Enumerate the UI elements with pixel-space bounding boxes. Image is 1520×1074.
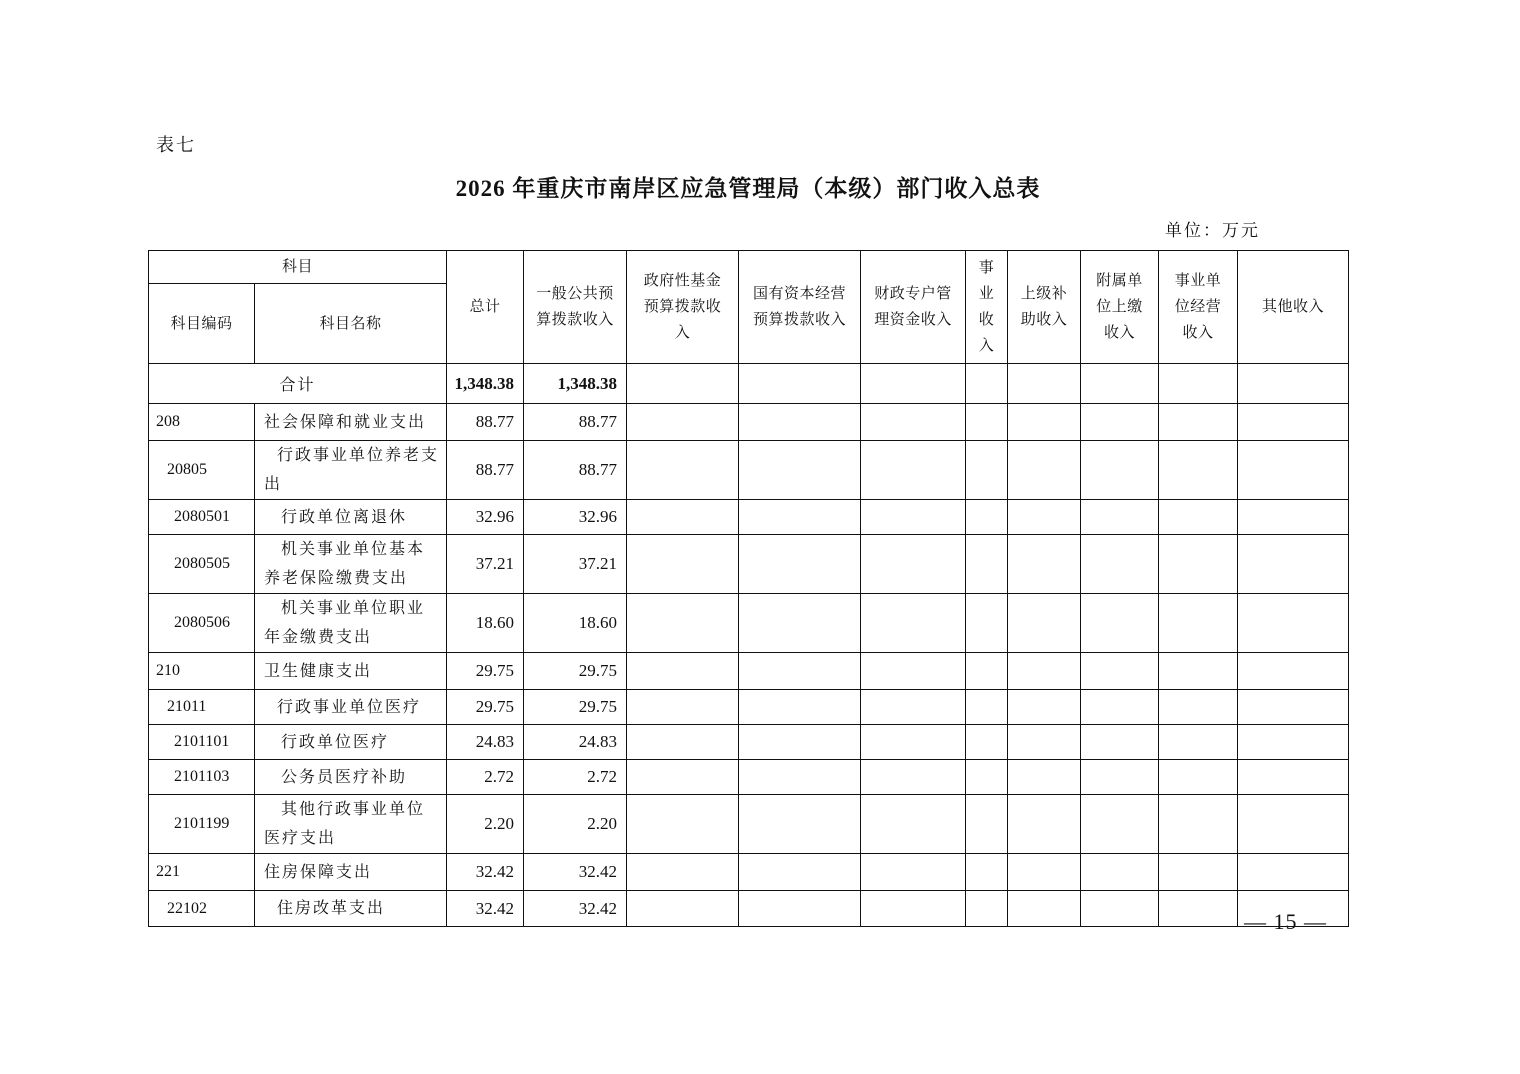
empty-cell (861, 653, 966, 690)
header-col-gov-fund-budget: 政府性基金预算拨款收入 (627, 251, 739, 364)
empty-cell (739, 760, 861, 795)
empty-cell (1159, 594, 1238, 653)
general-public-budget-cell: 88.77 (524, 441, 627, 500)
total-row-general-public-budget: 1,348.38 (524, 364, 627, 404)
subject-code-cell: 208 (149, 404, 255, 441)
total-cell: 2.20 (447, 795, 524, 854)
unit-note: 单位：万元 (1165, 221, 1260, 240)
empty-cell (966, 404, 1008, 441)
subject-name-cell: 机关事业单位职业年金缴费支出 (255, 594, 447, 653)
header-subject-group: 科目 (149, 251, 447, 284)
empty-cell (739, 690, 861, 725)
empty-cell (861, 594, 966, 653)
income-summary-table (148, 250, 1349, 927)
subject-name-cell: 行政单位离退休 (255, 500, 447, 535)
empty-cell (739, 364, 861, 404)
empty-cell (627, 653, 739, 690)
empty-cell (1159, 891, 1238, 927)
total-cell: 32.42 (447, 891, 524, 927)
general-public-budget-cell: 29.75 (524, 690, 627, 725)
general-public-budget-cell: 29.75 (524, 653, 627, 690)
subject-code-cell: 2101199 (149, 795, 255, 854)
empty-cell (1008, 535, 1081, 594)
empty-cell (966, 795, 1008, 854)
empty-cell (627, 760, 739, 795)
header-row-1 (149, 251, 1349, 284)
empty-cell (966, 441, 1008, 500)
empty-cell (1238, 594, 1349, 653)
subject-code-cell: 20805 (149, 441, 255, 500)
total-row-label: 合计 (149, 364, 447, 404)
empty-cell (739, 854, 861, 891)
header-col-superior-subsidy: 上级补助收入 (1008, 251, 1081, 364)
empty-cell (1008, 594, 1081, 653)
subject-name-cell: 行政事业单位医疗 (255, 690, 447, 725)
header-subject-code: 科目编码 (149, 284, 255, 364)
general-public-budget-cell: 18.60 (524, 594, 627, 653)
general-public-budget-cell: 2.20 (524, 795, 627, 854)
subject-name-cell: 住房改革支出 (255, 891, 447, 927)
empty-cell (627, 594, 739, 653)
table-row (149, 441, 1349, 500)
empty-cell (966, 594, 1008, 653)
header-col-total: 总计 (447, 251, 524, 364)
total-cell: 32.96 (447, 500, 524, 535)
empty-cell (861, 535, 966, 594)
empty-cell (627, 690, 739, 725)
empty-cell (1159, 795, 1238, 854)
total-cell: 18.60 (447, 594, 524, 653)
empty-cell (1008, 854, 1081, 891)
empty-cell (1159, 500, 1238, 535)
general-public-budget-cell: 32.96 (524, 500, 627, 535)
empty-cell (861, 795, 966, 854)
empty-cell (1081, 891, 1159, 927)
empty-cell (861, 725, 966, 760)
empty-cell (1008, 404, 1081, 441)
empty-cell (627, 404, 739, 441)
page-title: 2026 年重庆市南岸区应急管理局（本级）部门收入总表 (455, 176, 1041, 201)
empty-cell (739, 725, 861, 760)
empty-cell (966, 725, 1008, 760)
empty-cell (1238, 795, 1349, 854)
empty-cell (966, 653, 1008, 690)
empty-cell (739, 535, 861, 594)
empty-cell (1238, 725, 1349, 760)
subject-name-cell: 卫生健康支出 (255, 653, 447, 690)
table-row (149, 500, 1349, 535)
empty-cell (739, 500, 861, 535)
subject-code-cell: 2101103 (149, 760, 255, 795)
empty-cell (1238, 653, 1349, 690)
empty-cell (627, 854, 739, 891)
header-col-affiliated-unit-remittance: 附属单位上缴收入 (1081, 251, 1159, 364)
empty-cell (861, 364, 966, 404)
subject-name-cell: 其他行政事业单位医疗支出 (255, 795, 447, 854)
total-cell: 88.77 (447, 441, 524, 500)
empty-cell (861, 404, 966, 441)
table-row (149, 535, 1349, 594)
page-number: — 15 — (1244, 909, 1327, 934)
empty-cell (1159, 404, 1238, 441)
empty-cell (1008, 653, 1081, 690)
empty-cell (1238, 690, 1349, 725)
empty-cell (739, 891, 861, 927)
empty-cell (1008, 441, 1081, 500)
subject-code-cell: 22102 (149, 891, 255, 927)
table-label: 表七 (156, 135, 196, 155)
empty-cell (966, 760, 1008, 795)
general-public-budget-cell: 32.42 (524, 854, 627, 891)
empty-cell (966, 854, 1008, 891)
total-cell: 29.75 (447, 653, 524, 690)
empty-cell (627, 441, 739, 500)
table-row (149, 854, 1349, 891)
empty-cell (861, 891, 966, 927)
empty-cell (1081, 404, 1159, 441)
table-row (149, 404, 1349, 441)
empty-cell (1008, 500, 1081, 535)
table-row (149, 891, 1349, 927)
empty-cell (739, 795, 861, 854)
empty-cell (966, 535, 1008, 594)
total-cell: 29.75 (447, 690, 524, 725)
empty-cell (739, 404, 861, 441)
subject-name-cell: 社会保障和就业支出 (255, 404, 447, 441)
empty-cell (1159, 441, 1238, 500)
empty-cell (627, 364, 739, 404)
general-public-budget-cell: 88.77 (524, 404, 627, 441)
empty-cell (627, 795, 739, 854)
empty-cell (1081, 795, 1159, 854)
empty-cell (627, 891, 739, 927)
general-public-budget-cell: 24.83 (524, 725, 627, 760)
total-row-total: 1,348.38 (447, 364, 524, 404)
table-row (149, 725, 1349, 760)
empty-cell (739, 653, 861, 690)
header-subject-name: 科目名称 (255, 284, 447, 364)
empty-cell (966, 690, 1008, 725)
empty-cell (966, 364, 1008, 404)
empty-cell (966, 500, 1008, 535)
subject-code-cell: 2080505 (149, 535, 255, 594)
empty-cell (1081, 653, 1159, 690)
empty-cell (739, 594, 861, 653)
header-col-institution-operating: 事业单位经营收入 (1159, 251, 1238, 364)
general-public-budget-cell: 37.21 (524, 535, 627, 594)
empty-cell (1238, 404, 1349, 441)
empty-cell (739, 441, 861, 500)
total-cell: 2.72 (447, 760, 524, 795)
empty-cell (627, 500, 739, 535)
subject-code-cell: 210 (149, 653, 255, 690)
total-cell: 88.77 (447, 404, 524, 441)
empty-cell (966, 891, 1008, 927)
total-cell: 32.42 (447, 854, 524, 891)
empty-cell (1238, 854, 1349, 891)
empty-cell (1008, 891, 1081, 927)
total-row (149, 364, 1349, 404)
table-row (149, 760, 1349, 795)
empty-cell (1008, 690, 1081, 725)
subject-name-cell: 住房保障支出 (255, 854, 447, 891)
subject-code-cell: 2080501 (149, 500, 255, 535)
table-row (149, 653, 1349, 690)
empty-cell (1081, 441, 1159, 500)
empty-cell (1081, 690, 1159, 725)
header-col-institution-income: 事业收入 (966, 251, 1008, 364)
empty-cell (1081, 364, 1159, 404)
empty-cell (1008, 760, 1081, 795)
subject-name-cell: 机关事业单位基本养老保险缴费支出 (255, 535, 447, 594)
header-col-state-capital-budget: 国有资本经营预算拨款收入 (739, 251, 861, 364)
subject-code-cell: 2101101 (149, 725, 255, 760)
subject-name-cell: 行政单位医疗 (255, 725, 447, 760)
empty-cell (1081, 760, 1159, 795)
empty-cell (1081, 725, 1159, 760)
subject-name-cell: 公务员医疗补助 (255, 760, 447, 795)
empty-cell (1159, 535, 1238, 594)
empty-cell (1238, 760, 1349, 795)
empty-cell (1238, 441, 1349, 500)
empty-cell (1238, 364, 1349, 404)
empty-cell (1159, 725, 1238, 760)
empty-cell (1081, 500, 1159, 535)
empty-cell (1081, 854, 1159, 891)
empty-cell (861, 500, 966, 535)
empty-cell (1008, 725, 1081, 760)
empty-cell (1159, 854, 1238, 891)
empty-cell (1238, 535, 1349, 594)
subject-name-cell: 行政事业单位养老支出 (255, 441, 447, 500)
header-col-fiscal-special-account: 财政专户管理资金收入 (861, 251, 966, 364)
table-row (149, 594, 1349, 653)
general-public-budget-cell: 2.72 (524, 760, 627, 795)
empty-cell (861, 690, 966, 725)
empty-cell (1159, 760, 1238, 795)
total-cell: 24.83 (447, 725, 524, 760)
empty-cell (1081, 535, 1159, 594)
empty-cell (1159, 653, 1238, 690)
subject-code-cell: 2080506 (149, 594, 255, 653)
empty-cell (627, 535, 739, 594)
empty-cell (1008, 364, 1081, 404)
empty-cell (1159, 690, 1238, 725)
empty-cell (627, 725, 739, 760)
empty-cell (1159, 364, 1238, 404)
empty-cell (861, 760, 966, 795)
header-col-general-public-budget: 一般公共预算拨款收入 (524, 251, 627, 364)
header-col-other-income: 其他收入 (1238, 251, 1349, 364)
general-public-budget-cell: 32.42 (524, 891, 627, 927)
empty-cell (861, 854, 966, 891)
table-row (149, 690, 1349, 725)
subject-code-cell: 21011 (149, 690, 255, 725)
subject-code-cell: 221 (149, 854, 255, 891)
empty-cell (1238, 500, 1349, 535)
empty-cell (861, 441, 966, 500)
empty-cell (1008, 795, 1081, 854)
table-row (149, 795, 1349, 854)
empty-cell (1081, 594, 1159, 653)
total-cell: 37.21 (447, 535, 524, 594)
